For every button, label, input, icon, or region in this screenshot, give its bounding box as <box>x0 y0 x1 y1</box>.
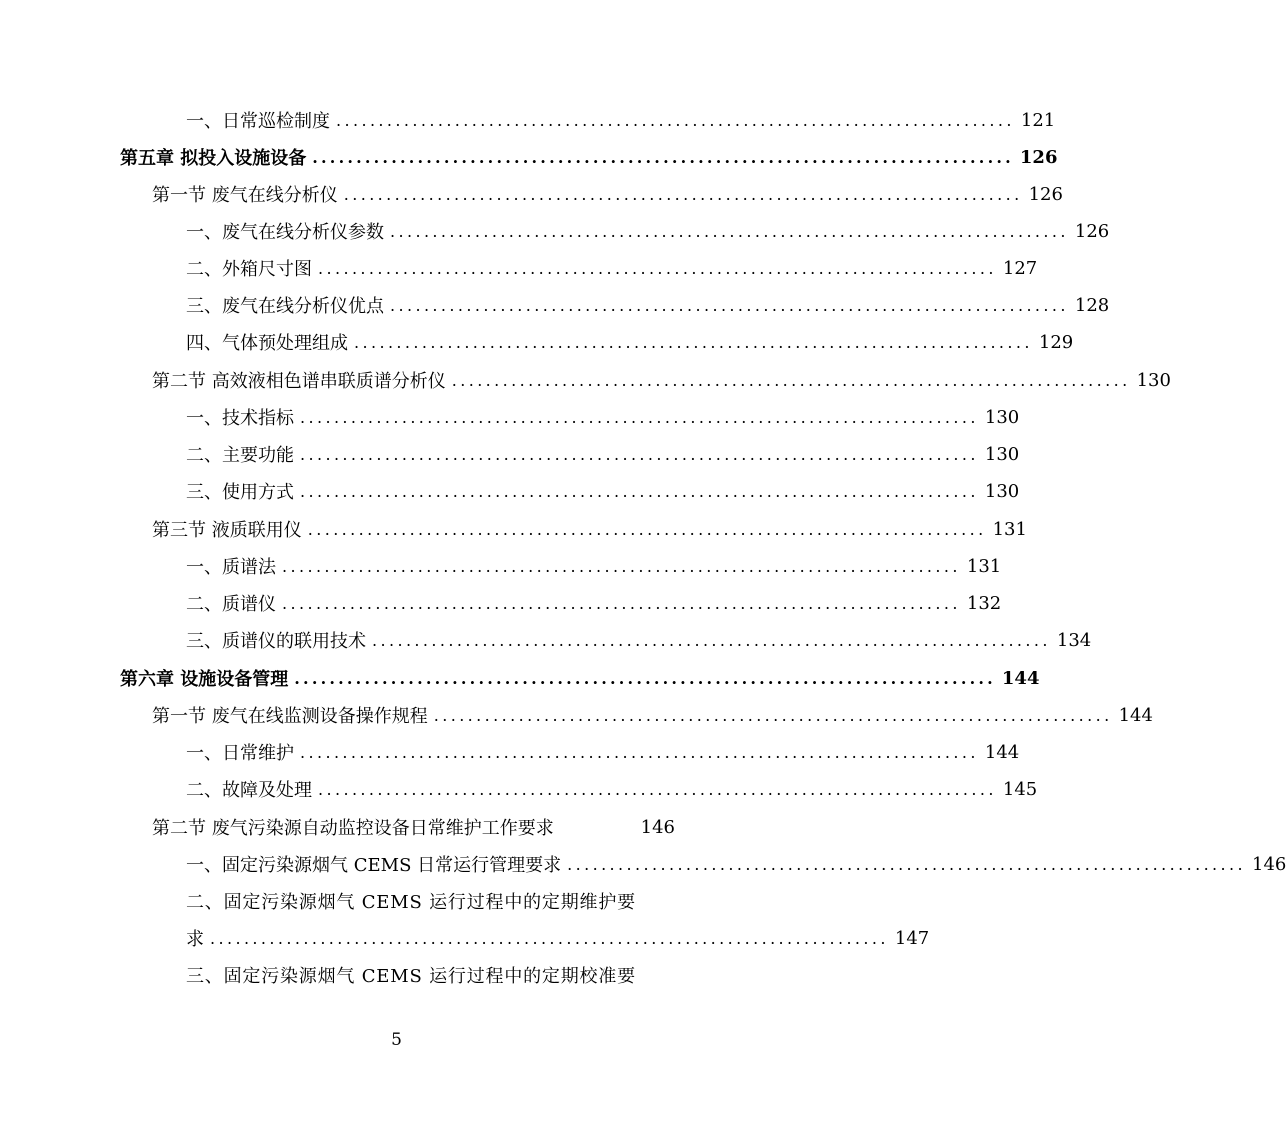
toc-label: 三、固定污染源烟气 CEMS 运行过程中的定期校准要 <box>186 966 636 987</box>
toc-entry[interactable] <box>0 846 1286 882</box>
leader-dots: ................................................................................ <box>318 779 997 799</box>
toc-page-number: 129 <box>1038 331 1074 353</box>
toc-page-number: 121 <box>1020 109 1056 131</box>
toc-entry[interactable] <box>0 734 1020 770</box>
toc-entry[interactable] <box>0 622 1092 658</box>
toc-page-number: 144 <box>1001 667 1040 689</box>
leader-dots: ................................................................................ <box>451 370 1131 390</box>
toc-label: 一、日常巡检制度 <box>186 111 330 132</box>
leader-dots: ................................................................................ <box>318 258 997 278</box>
leader-dots: ................................................................................ <box>300 742 979 762</box>
toc-label: 求 <box>186 929 204 950</box>
toc-page-number: 130 <box>1136 369 1171 391</box>
toc-entry[interactable] <box>0 324 1074 360</box>
toc-entry[interactable] <box>0 771 1038 807</box>
leader-dots: ................................................................................ <box>372 630 1051 650</box>
toc-entry[interactable] <box>0 436 1020 472</box>
toc-label: 三、废气在线分析仪优点 <box>186 296 384 317</box>
toc-entry[interactable] <box>0 102 1056 138</box>
toc-page-number: 146 <box>640 816 675 838</box>
toc-label: 第五章 拟投入设施设备 <box>120 148 307 169</box>
toc-page-number: 130 <box>984 443 1020 465</box>
toc-label: 二、固定污染源烟气 CEMS 运行过程中的定期维护要 <box>186 892 636 913</box>
toc-entry[interactable] <box>0 213 1110 249</box>
toc-page-number: 127 <box>1002 257 1038 279</box>
leader-dots: ................................................................................ <box>282 593 961 613</box>
toc-entry[interactable] <box>0 250 1038 286</box>
leader-dots: ................................................................................ <box>300 481 979 501</box>
toc-label: 一、技术指标 <box>186 408 294 429</box>
toc-label: 第一节 废气在线分析仪 <box>152 185 338 206</box>
toc-page-number: 131 <box>966 555 1002 577</box>
toc-entry[interactable] <box>0 548 1002 584</box>
leader-dots: ................................................................................ <box>433 705 1113 725</box>
toc-section[interactable] <box>0 809 793 845</box>
toc-page-number: 126 <box>1074 220 1110 242</box>
toc-label: 第一节 废气在线监测设备操作规程 <box>152 706 428 727</box>
toc-label: 二、故障及处理 <box>186 780 312 801</box>
toc-label: 一、废气在线分析仪参数 <box>186 222 384 243</box>
toc-page-number: 131 <box>992 518 1027 540</box>
leader-dots: ................................................................................ <box>307 519 987 539</box>
toc-entry[interactable] <box>0 473 1020 509</box>
toc-entry-wrapped[interactable] <box>0 883 793 919</box>
toc-label: 第二节 高效液相色谱串联质谱分析仪 <box>152 371 446 392</box>
toc-entry[interactable] <box>0 920 930 956</box>
leader-dots: ................................................................................ <box>390 295 1069 315</box>
toc-label: 第三节 液质联用仪 <box>152 520 302 541</box>
toc-page-number: 144 <box>1118 704 1153 726</box>
leader-dots: ................................................................................ <box>210 928 889 948</box>
leader-dots: ................................................................................ <box>343 184 1023 204</box>
toc-label: 一、质谱法 <box>186 557 276 578</box>
toc-page-number: 132 <box>966 592 1002 614</box>
leader-dots: ................................................................................ <box>390 221 1069 241</box>
leader-dots: ................................................................................ <box>567 854 1246 874</box>
toc-label: 三、使用方式 <box>186 482 294 503</box>
toc-label: 第六章 设施设备管理 <box>120 669 289 690</box>
leader-dots: ................................................................................ <box>336 110 1015 130</box>
toc-label: 第二节 废气污染源自动监控设备日常维护工作要求 <box>152 818 554 839</box>
toc-entry[interactable] <box>0 585 1002 621</box>
toc-label: 一、日常维护 <box>186 743 294 764</box>
toc-entry-wrapped[interactable] <box>0 957 793 993</box>
toc-label: 二、主要功能 <box>186 445 294 466</box>
toc-page-number: 130 <box>984 406 1020 428</box>
toc-section[interactable] <box>0 176 1063 212</box>
leader-dots: ................................................................................ <box>312 147 1014 167</box>
toc-label: 四、气体预处理组成 <box>186 333 348 354</box>
toc-page-number: 147 <box>894 927 930 949</box>
leader-dots: ................................................................................ <box>354 332 1033 352</box>
toc-page-number: 126 <box>1019 146 1058 168</box>
toc-section[interactable] <box>0 362 1171 398</box>
toc-page-number: 134 <box>1056 629 1092 651</box>
toc-page-number: 144 <box>984 741 1020 763</box>
toc-label: 二、外箱尺寸图 <box>186 259 312 280</box>
toc-label: 三、质谱仪的联用技术 <box>186 631 366 652</box>
toc-section[interactable] <box>0 697 1153 733</box>
toc-label: 一、固定污染源烟气 CEMS 日常运行管理要求 <box>186 855 562 876</box>
toc-page-number: 145 <box>1002 778 1038 800</box>
toc-page-number: 128 <box>1074 294 1110 316</box>
toc-page-number: 126 <box>1028 183 1063 205</box>
leader-dots: ................................................................................ <box>300 444 979 464</box>
page-number: 5 <box>391 1030 402 1050</box>
toc-chapter[interactable] <box>0 139 1058 175</box>
toc-section[interactable] <box>0 511 1027 547</box>
leader-dots: ................................................................................ <box>282 556 961 576</box>
toc-label: 二、质谱仪 <box>186 594 276 615</box>
toc-chapter[interactable] <box>0 660 1040 696</box>
toc-page-number: 130 <box>984 480 1020 502</box>
toc-entry[interactable] <box>0 399 1020 435</box>
leader-dots: ................................................................................ <box>300 407 979 427</box>
leader-dots: ................................................................................ <box>294 668 996 688</box>
toc-entry[interactable] <box>0 287 1110 323</box>
toc-page-number: 146 <box>1252 853 1286 875</box>
